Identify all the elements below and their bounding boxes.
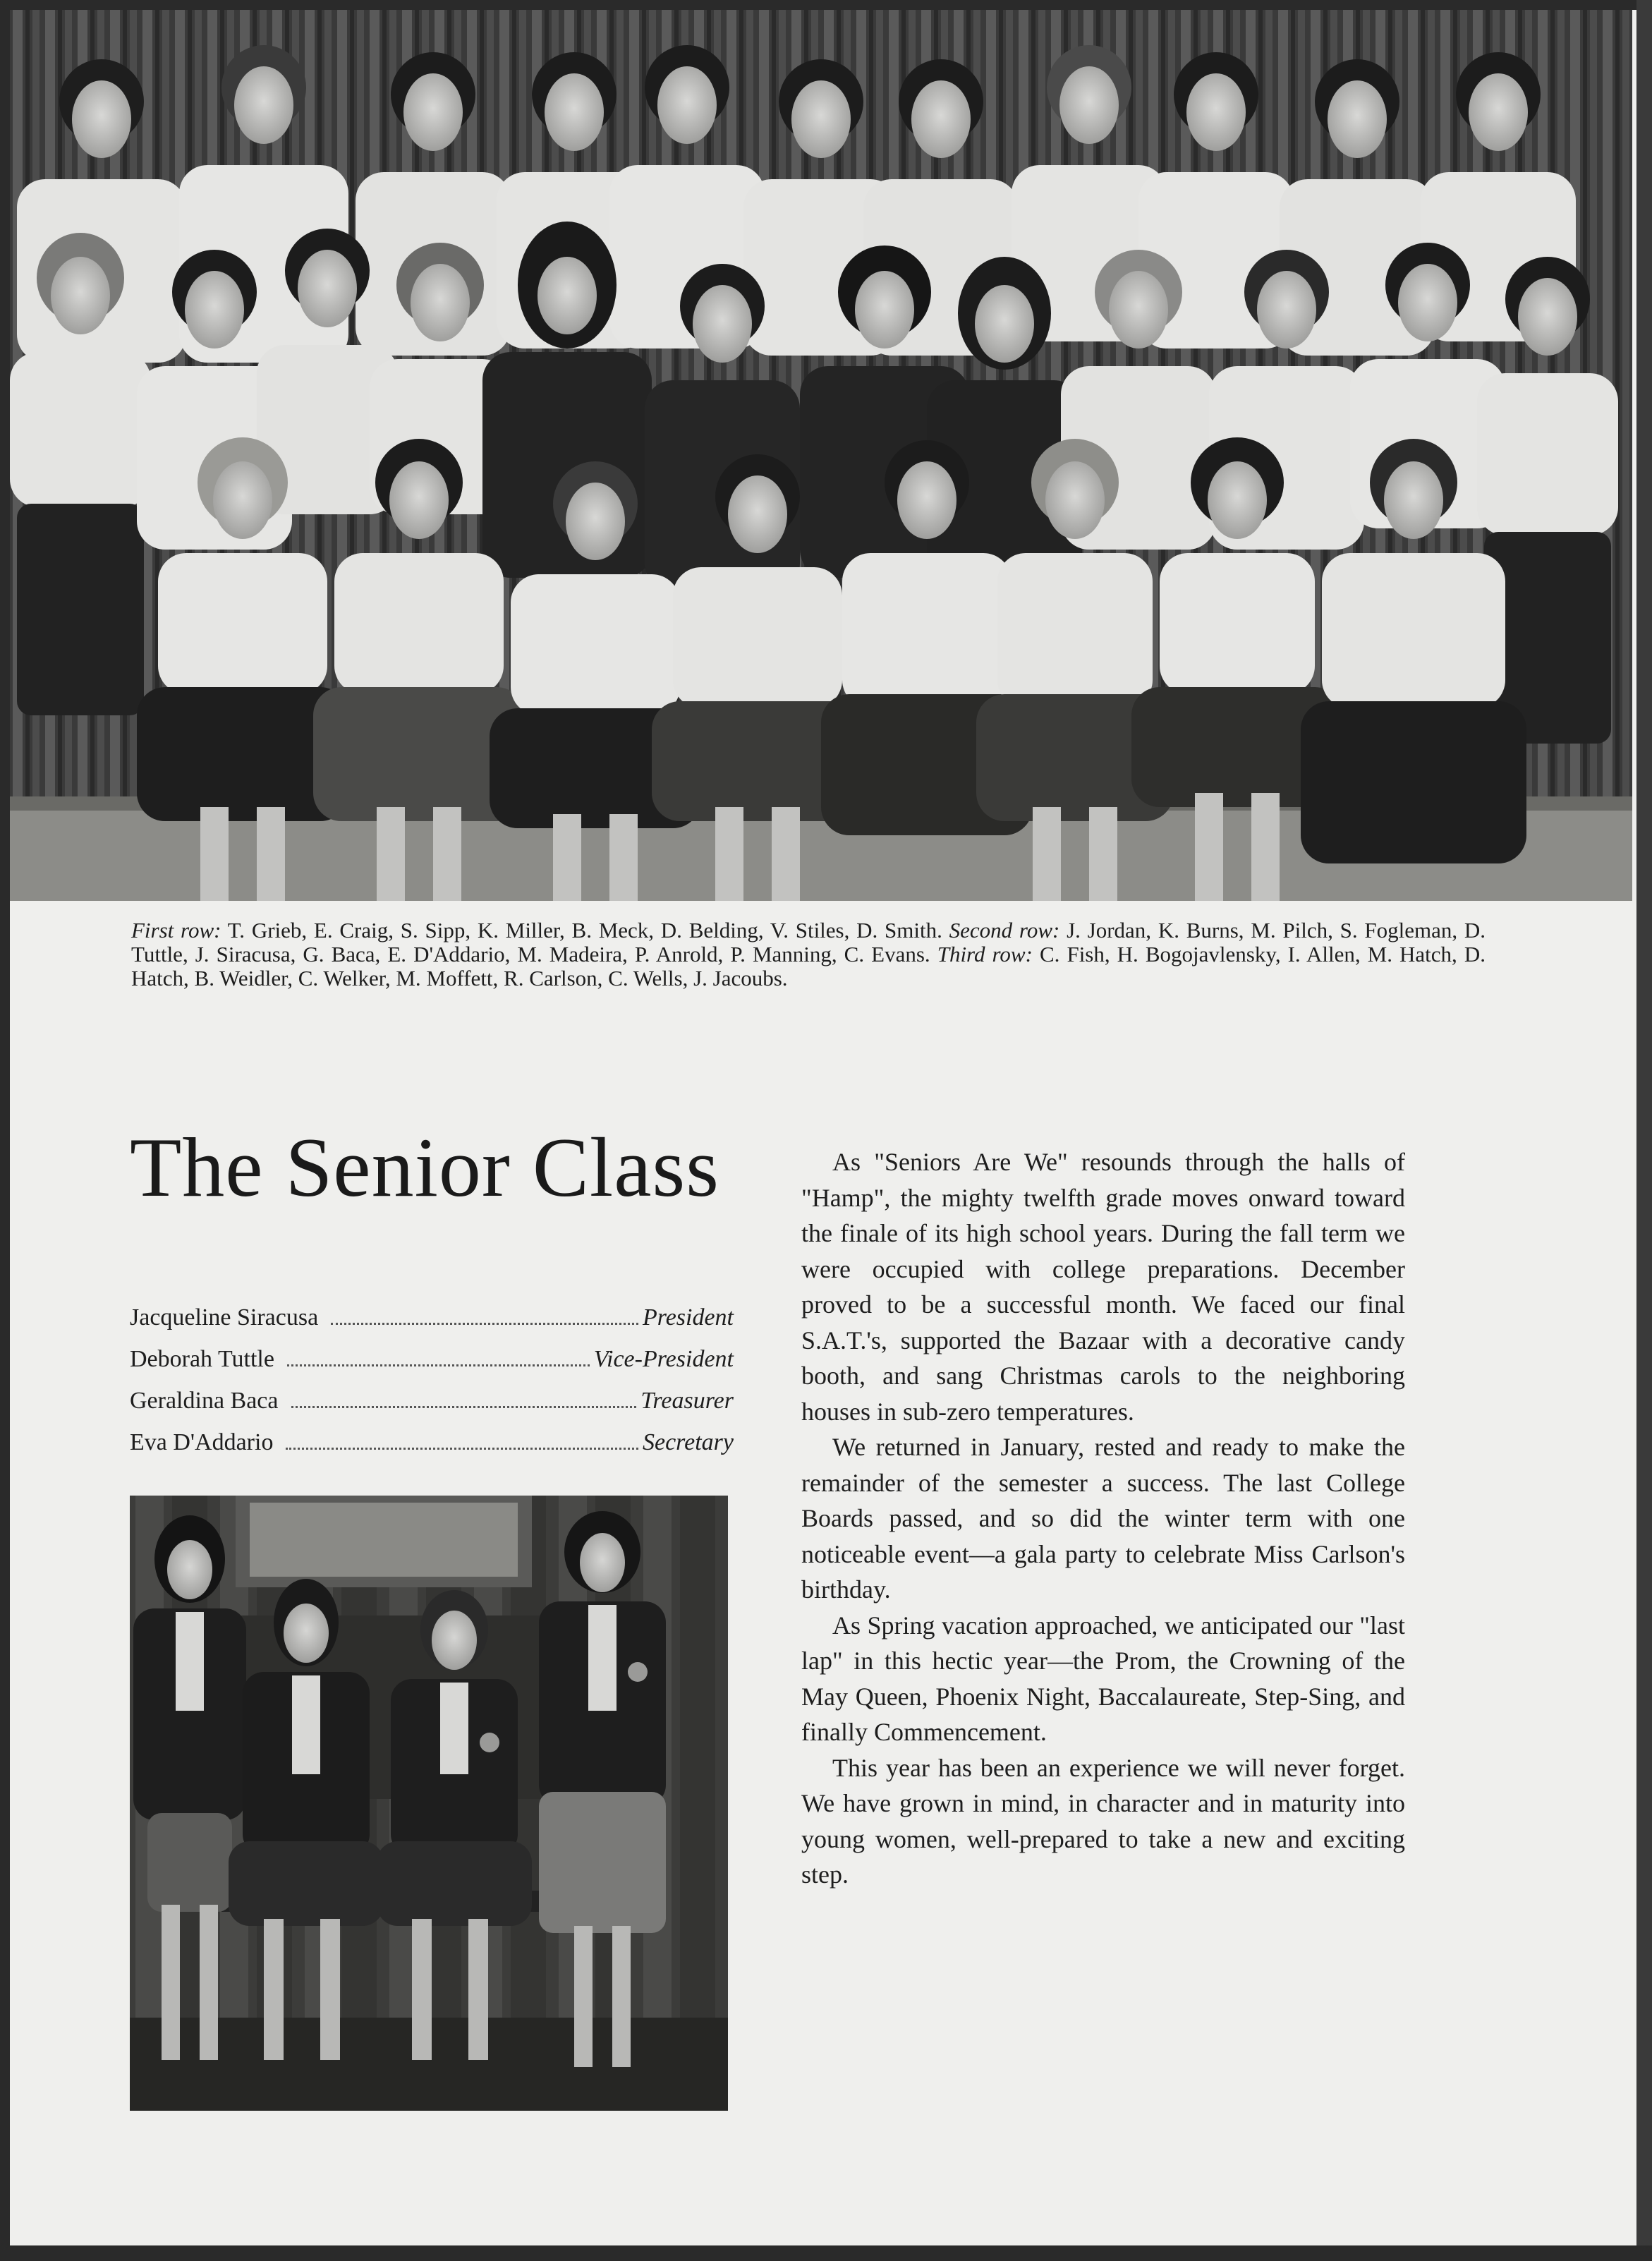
body-paragraph: This year has been an experience we will never forget. We have grown in mind, in character and in maturity into young women, well-prepared to take a new and exciting step. [801, 1753, 1405, 1889]
officer-role: Treasurer [640, 1388, 734, 1414]
class-officers-photo [130, 1496, 728, 2111]
officer-row [130, 1338, 734, 1380]
article-body [801, 1144, 1405, 1893]
leader-dots [287, 1364, 590, 1366]
caption-first-row-label: First row: [131, 918, 221, 942]
officer-name: Jacqueline Siracusa [130, 1304, 319, 1330]
body-paragraph: As Spring vacation approached, we anticipated our "last lap" in this hectic year—the Prom, the Crowning of the May Queen, Phoenix Night, Baccalaureate, Step-Sing, and finally Commencement. [801, 1611, 1405, 1746]
caption-first-row-names: T. Grieb, E. Craig, S. Sipp, K. Miller, B. Meck, D. Belding, V. Stiles, D. Smith. [221, 918, 949, 942]
back-row-figures [17, 45, 1576, 363]
body-paragraph: As "Seniors Are We" resounds through the halls of "Hamp", the mighty twelfth grade moves onward toward the finale of its high school years. During the fall term we were occupied with college preparations. December proved to be a successful month. We faced our final S.A.T.'s, supported the Bazaar with a decorative candy booth, and sang Christmas carols to the neighboring houses in sub-zero temperatures. [801, 1148, 1405, 1426]
senior-class-group-photo [10, 10, 1632, 901]
officer-row [130, 1422, 734, 1463]
leader-dots [291, 1405, 637, 1408]
officers-photo-image [130, 1496, 728, 2111]
caption-third-row-label: Third row: [937, 942, 1033, 966]
officers-list [130, 1297, 734, 1463]
officer-row [130, 1297, 734, 1338]
scan-edge-left [0, 0, 10, 2261]
caption-second-row-label: Second row: [949, 918, 1060, 942]
caption-second-row-names: J. Jordan, K. Burns, M. Pilch, S. Fogleman, D. Tuttle, J. Siracusa, G. Baca, E. D'Addario, M. Madeira, P. Anrold, P. Manning, C. Evans. [131, 918, 1486, 966]
officer-role: Secretary [642, 1429, 734, 1455]
officer-name: Eva D'Addario [130, 1429, 274, 1455]
officer-row [130, 1380, 734, 1422]
caption-third-row-names: C. Fish, H. Bogojavlensky, I. Allen, M. Hatch, D. Hatch, B. Weidler, C. Welker, M. Moffett, R. Carlson, C. Wells, J. Jacoubs. [131, 942, 1486, 990]
officer-role: President [642, 1304, 734, 1330]
leader-dots [331, 1322, 638, 1325]
body-paragraph: We returned in January, rested and ready to make the remainder of the semester a success. The last College Boards passed, and so did the winter term with one noticeable event—a gala party to celebrate Miss Carlson's birthday. [801, 1433, 1405, 1604]
page-title: The Senior Class [130, 1120, 719, 1214]
officer-role: Vice-President [593, 1346, 734, 1372]
scan-edge-top [0, 0, 1652, 10]
group-photo-caption [131, 919, 1486, 990]
group-photo-image [10, 10, 1632, 901]
scan-edge-right [1636, 0, 1652, 2261]
officer-name: Geraldina Baca [130, 1388, 279, 1414]
officer-name: Deborah Tuttle [130, 1346, 274, 1372]
scan-edge-bottom [0, 2245, 1652, 2261]
leader-dots [286, 1447, 638, 1450]
